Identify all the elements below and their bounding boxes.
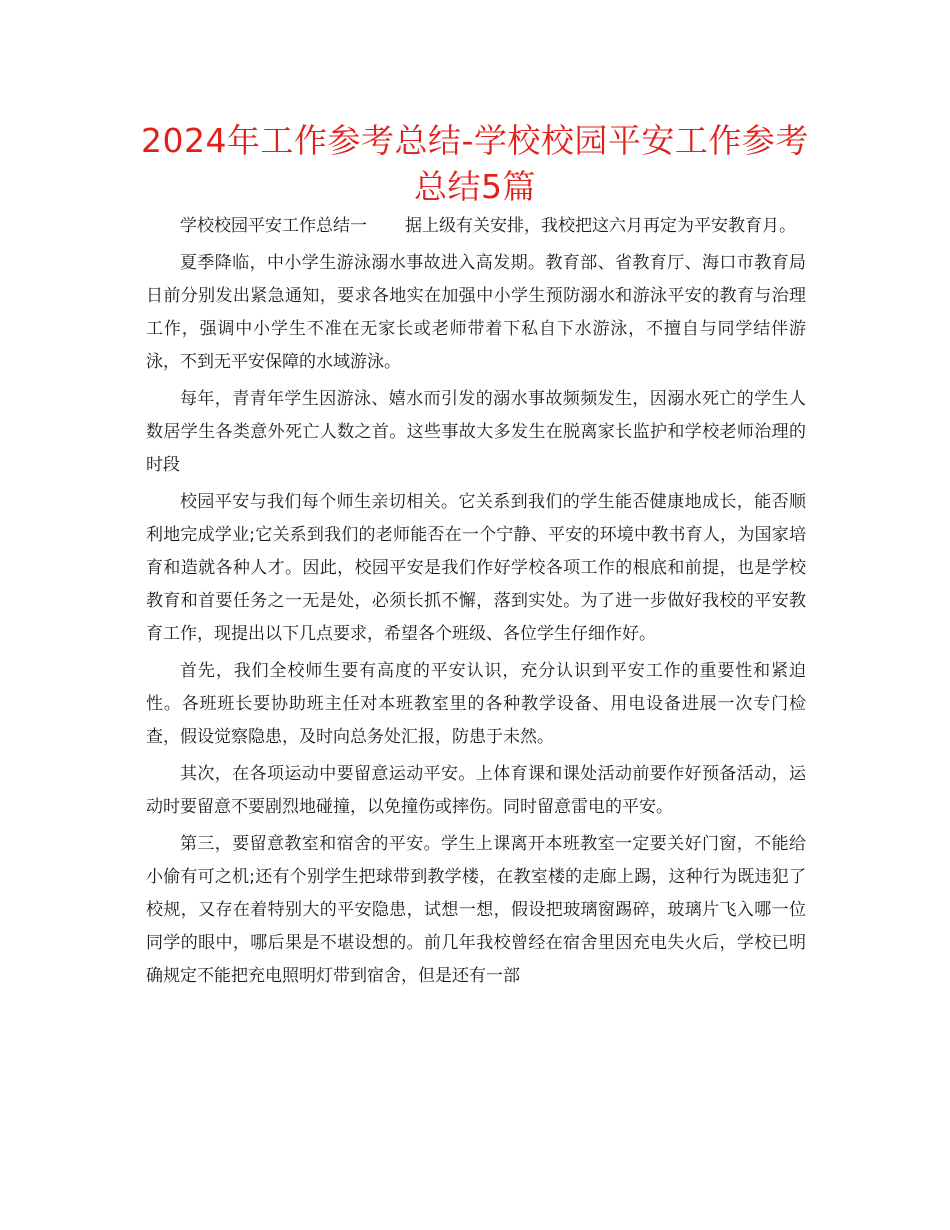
paragraph: 第三，要留意教室和宿舍的平安。学生上课离开本班教室一定要关好门窗，不能给小偷有可之机;还有个别学生把球带到教学楼，在教室楼的走廊上踢，这种行为既违犯了校规，又存在着特别大的平安隐患，试想一想，假设把玻璃窗踢碎，玻璃片飞入哪一位同学的眼中，哪后果是不堪设想的。前几年我校曾经在宿舍里因充电失火后，学校已明确规定不能把充电照明灯带到宿舍，但是还有一部: [146, 834, 806, 986]
document-body: [146, 210, 806, 997]
document-title: 2024年工作参考总结-学校校园平安工作参考总结5篇: [141, 121, 809, 206]
paragraph-text: 据上级有关安排，我校把这六月再定为平安教育月。: [405, 216, 796, 236]
paragraph: 首先，我们全校师生要有高度的平安认识，充分认识到平安工作的重要性和紧迫性。各班班长要协助班主任对本班教室里的各种教学设备、用电设备进展一次专门检查，假设觉察隐患，及时向总务处汇报，防患于未然。: [146, 661, 806, 747]
paragraph: 每年，青青年学生因游泳、嬉水而引发的溺水事故频频发生，因溺水死亡的学生人数居学生各类意外死亡人数之首。这些事故大多发生在脱离家长监护和学校老师治理的时段: [146, 389, 806, 475]
paragraph: 校园平安与我们每个师生亲切相关。它关系到我们的学生能否健康地成长，能否顺利地完成学业;它关系到我们的老师能否在一个宁静、平安的环境中教书育人，为国家培育和造就各种人才。因此，校园平安是我们作好学校各项工作的根底和前提，也是学校教育和首要任务之一无是处，必须长抓不懈，落到实处。为了进一步做好我校的平安教育工作，现提出以下几点要求，希望各个班级、各位学生仔细作好。: [146, 492, 806, 644]
section-heading: 学校校园平安工作总结一: [180, 216, 367, 236]
paragraph: 夏季降临，中小学生游泳溺水事故进入高发期。教育部、省教育厅、海口市教育局日前分别发出紧急通知，要求各地实在加强中小学生预防溺水和游泳平安的教育与治理工作，强调中小学生不准在无家长或老师带着下私自下水游泳，不擅自与同学结伴游泳，不到无平安保障的水域游泳。: [146, 253, 806, 372]
paragraph: 其次，在各项运动中要留意运动平安。上体育课和课处活动前要作好预备活动，运动时要留意不要剧烈地碰撞，以免撞伤或摔伤。同时留意雷电的平安。: [146, 764, 806, 817]
paragraph-intro: [146, 210, 806, 243]
